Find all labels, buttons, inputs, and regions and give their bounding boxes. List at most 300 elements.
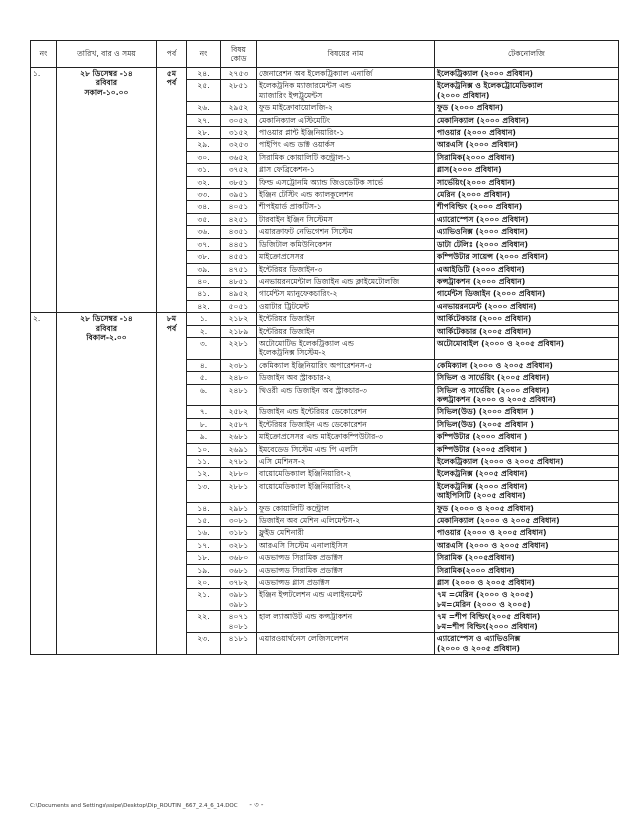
subject-name-text: আরএসি সিস্টেম এনালাইসিস	[259, 540, 348, 550]
subject-name	[257, 251, 435, 263]
routine-sheet	[30, 40, 618, 655]
technology-text: মেকানিক্যাল (২০০০ ও ২০০৫ প্রবিধান)	[437, 516, 560, 526]
row-number-text: ১৬.	[197, 528, 210, 538]
subject-code-text: ২৭৮১	[228, 457, 249, 466]
subject-name-text: মেকানিক্যাল এস্টিমেটিং	[259, 115, 330, 125]
subject-code-text: ৪৩৫১	[228, 227, 249, 237]
subject-code	[221, 372, 257, 384]
technology	[435, 564, 619, 576]
header-subject-name: বিষয়ের নাম	[257, 41, 435, 68]
subject-name	[257, 226, 435, 238]
footer	[30, 799, 263, 811]
datetime-line: সকাল-১০.০০	[84, 87, 129, 97]
row-number-text: ৩০.	[197, 152, 210, 162]
subject-name-text: গ্লাস ফেব্রিকেশন-১	[259, 165, 315, 175]
technology-text: ইলেকট্রিক্যাল (২০০০ প্রবিধান)	[437, 69, 533, 78]
subject-code-text: ৩০৫২	[228, 115, 249, 125]
row-number-text: ৪২.	[197, 301, 210, 311]
row-number	[187, 127, 221, 139]
subject-name	[257, 527, 435, 539]
subject-name	[257, 68, 435, 80]
subject-name-text: ফিল্ড এসট্রোনমি অ্যান্ড জিওডেটিক সার্ভে	[259, 177, 384, 187]
row-number-text: ৪.	[199, 360, 208, 370]
subject-name	[257, 589, 435, 611]
technology	[435, 539, 619, 551]
subject-name-text: থিওরী এন্ড ডিজাইন অব স্ট্রাকচার-৩	[259, 385, 367, 395]
technology	[435, 288, 619, 300]
row-number-text: ৩.	[199, 338, 208, 348]
row-number	[187, 443, 221, 455]
technology	[435, 226, 619, 238]
subject-code-text: ৩৭৫২	[228, 165, 249, 175]
subject-name-text: এয়ারক্রাফট নেভিগেশন সিস্টেম	[259, 227, 353, 237]
subject-name-text: বায়োমেডিক্যাল ইঞ্জিনিয়ারিং-২	[259, 481, 352, 491]
subject-name	[257, 127, 435, 139]
row-number	[187, 139, 221, 151]
subject-name	[257, 418, 435, 430]
row-number-text: ১১.	[197, 457, 210, 466]
subject-name-text: ইলেকট্রনিক্স সিস্টেম-২	[259, 348, 327, 358]
subject-code-text: ৪৪৫১	[228, 239, 249, 249]
subject-code	[221, 502, 257, 514]
subject-name	[257, 577, 435, 589]
subject-code	[221, 359, 257, 371]
subject-code	[221, 288, 257, 300]
subject-name-text: এয়ারওয়ার্থনেস লেজিসলেশন	[259, 634, 349, 644]
subject-code-text: ৩০৮১	[228, 516, 249, 526]
technology-text: গ্লাস (২০০০ ও ২০০৫ প্রবিধান)	[437, 578, 535, 588]
row-number	[187, 300, 221, 312]
row-number-text: ২০.	[197, 578, 210, 588]
subject-code-text: ২২৮১	[228, 338, 249, 348]
subject-code-text: ২১৮৯	[228, 326, 249, 336]
table-row	[31, 68, 619, 80]
subject-name-text: পাইপিং এন্ড ডাক্ট ওয়ার্কস	[259, 140, 335, 150]
row-number	[187, 468, 221, 480]
technology	[435, 275, 619, 287]
technology-text: সিরামিক(২০০০ প্রবিধান)	[437, 152, 515, 162]
technology-text: কন্সট্রাকশন (২০০০ ও ২০০৫ প্রবিধান)	[437, 394, 556, 404]
technology-text: সিরামিক(২০০০ প্রবিধান)	[437, 565, 515, 575]
subject-name-text: ডিজিটাল কমিউনিকেশন	[259, 239, 332, 249]
technology-text: সিভিল(উড) (২০০৫ প্রবিধান )	[437, 419, 534, 429]
subject-name-text: ইমবেডেড সিস্টেম এন্ড পি এলসি	[259, 444, 358, 454]
subject-name-text: পাওয়ার প্লান্ট ইঞ্জিনিয়ারিং-১	[259, 128, 345, 138]
subject-code-text: ৩৯৫১	[228, 190, 249, 200]
technology-text: আইপিসিটি (২০০৫ প্রবিধান)	[437, 491, 526, 501]
subject-code-text: ৩১৮১	[228, 528, 249, 538]
technology	[435, 589, 619, 611]
row-number	[187, 114, 221, 126]
row-number-text: ৭.	[199, 407, 208, 417]
subject-name	[257, 139, 435, 151]
technology-text: এ্যারোস্পেস ও এ্যাভিওনিক্স	[437, 634, 521, 644]
technology	[435, 611, 619, 633]
technology-text: আরএসি (২০০০ ও ২০০৫ প্রবিধান)	[437, 540, 549, 550]
subject-name	[257, 515, 435, 527]
technology-text: কন্সট্রাকশন (২০০০ প্রবিধান)	[437, 276, 526, 286]
subject-name-text: ইন্টেরিয়র ডিজাইন	[259, 326, 315, 336]
subject-code-text: ২৮৮১	[228, 481, 249, 491]
row-number-text: ৬.	[199, 385, 208, 395]
subject-name	[257, 564, 435, 576]
subject-code	[221, 337, 257, 359]
technology	[435, 418, 619, 430]
subject-name	[257, 443, 435, 455]
technology	[435, 80, 619, 102]
row-number-text: ৩২.	[197, 177, 210, 187]
technology-text: এনভায়রনমেন্ট (২০০০ প্রবিধান)	[437, 301, 537, 311]
subject-name-text: ইঞ্জিন টেস্টিং এন্ড ক্যালকুলেশন	[259, 190, 354, 200]
row-number-text: ২১.	[197, 590, 210, 600]
subject-code	[221, 114, 257, 126]
row-number	[187, 102, 221, 114]
row-number-text: ১৫.	[197, 516, 210, 526]
subject-name	[257, 151, 435, 163]
technology-text: কম্পিউটার (২০০০ প্রবিধান )	[437, 432, 528, 442]
subject-name-text: ইন্টেরিয়র ডিজাইন	[259, 314, 315, 324]
subject-code	[221, 151, 257, 163]
technology-text: এ্যারোস্পেস (২০০০ প্রবিধান)	[437, 214, 529, 224]
technology	[435, 480, 619, 502]
subject-code-text: ২৮৮০	[228, 469, 249, 479]
row-number	[187, 515, 221, 527]
subject-code-text: ২৯৮১	[228, 503, 249, 513]
subject-name	[257, 406, 435, 418]
subject-code-text: ৪৮৫১	[228, 276, 249, 286]
subject-code	[221, 127, 257, 139]
technology-text: গ্লাস(২০০০ প্রবিধান)	[437, 165, 502, 175]
row-number-text: ৩৬.	[197, 227, 210, 237]
subject-code-text: ২৬৯১	[228, 444, 249, 454]
technology-text: গার্মেন্টস ডিজাইন (২০০০ প্রবিধান)	[437, 289, 546, 299]
subject-name-text: ডিজাইন অব স্ট্রাকচার-২	[259, 373, 332, 383]
subject-code	[221, 589, 257, 611]
row-number	[187, 406, 221, 418]
row-number	[187, 313, 221, 325]
subject-name	[257, 539, 435, 551]
group-datetime	[57, 68, 157, 313]
row-number	[187, 552, 221, 564]
technology-text: সার্ভেয়িং(২০০০ প্রবিধান)	[437, 177, 516, 187]
technology-text: মেরিন (২০০০ প্রবিধান)	[437, 190, 511, 200]
subject-code	[221, 300, 257, 312]
subject-code-text: ২৪৮১	[228, 385, 249, 395]
parba-line: ৫ম	[166, 69, 177, 78]
subject-code	[221, 552, 257, 564]
group-datetime	[57, 313, 157, 655]
technology-text: ইলেকট্রনিক্স ও ইলেকট্রোমেডিক্যাল	[437, 81, 543, 91]
row-number	[187, 288, 221, 300]
subject-name	[257, 456, 435, 468]
subject-code-text: ৪২৫১	[228, 214, 249, 224]
row-number	[187, 431, 221, 443]
subject-code-text: ২৫৮৭	[228, 419, 249, 429]
group-sl	[31, 313, 57, 655]
subject-name-text: জেনারেশন অব ইলেকট্রিক্যাল এনার্জি	[259, 69, 373, 78]
subject-name-text: ম্যাজারিং ইন্সট্রুমেন্টস	[259, 90, 323, 100]
subject-code-text: ২৬৮১	[228, 432, 249, 442]
technology	[435, 359, 619, 371]
subject-name-text: ইন্টেরিয়র ডিজাইন-৩	[259, 264, 323, 274]
subject-name	[257, 611, 435, 633]
technology-text: ৭ম =মেরিন (২০০০ ও ২০০৫)	[437, 590, 534, 600]
subject-code	[221, 325, 257, 337]
row-number-text: ৮.	[199, 419, 208, 429]
row-number	[187, 359, 221, 371]
row-number	[187, 564, 221, 576]
subject-code-text: ৪০৭১	[228, 612, 249, 622]
technology-text: পাওয়ার (২০০০ প্রবিধান)	[437, 128, 516, 138]
subject-code	[221, 468, 257, 480]
technology-text: সিরামিক (২০০৫প্রবিধান)	[437, 553, 515, 563]
row-number	[187, 337, 221, 359]
technology	[435, 633, 619, 655]
technology	[435, 406, 619, 418]
subject-name-text: বায়োমেডিক্যাল ইঞ্জিনিয়ারিং-২	[259, 469, 352, 479]
datetime-line: ২৮ ডিসেম্বর -১৪	[80, 69, 133, 78]
subject-code-text: ৩৯৮১	[228, 599, 249, 609]
technology-text: মেকানিক্যাল (২০০০ প্রবিধান)	[437, 115, 529, 125]
subject-name	[257, 102, 435, 114]
row-number	[187, 80, 221, 102]
row-number-text: ২২.	[197, 612, 210, 622]
technology	[435, 176, 619, 188]
row-number	[187, 151, 221, 163]
subject-name-text: গার্মেন্টস ম্যানুফেকচারিং-২	[259, 289, 338, 299]
subject-code-text: ২৮৫১	[228, 81, 249, 91]
row-number-text: ১৪.	[197, 503, 210, 513]
row-number	[187, 251, 221, 263]
subject-code	[221, 480, 257, 502]
datetime-line: রবিবার	[95, 323, 118, 333]
subject-code	[221, 275, 257, 287]
header-technology: টেকনোলজি	[435, 41, 619, 68]
header-code: বিষয় কোড	[221, 41, 257, 68]
technology	[435, 151, 619, 163]
technology	[435, 68, 619, 80]
subject-name-text: সিরামিক কোয়ালিটি কন্ট্রোল-১	[259, 152, 351, 162]
subject-code-text: ৫০৫১	[228, 301, 249, 311]
technology	[435, 468, 619, 480]
row-number	[187, 325, 221, 337]
subject-code	[221, 68, 257, 80]
subject-code	[221, 418, 257, 430]
subject-name	[257, 213, 435, 225]
subject-code	[221, 80, 257, 102]
header-parba: পর্ব	[157, 41, 187, 68]
technology-text: কম্পিউটার সায়েন্স (২০০০ প্রবিধান)	[437, 252, 549, 262]
row-number	[187, 213, 221, 225]
row-number-text: ১৩.	[197, 481, 210, 491]
technology-text: এআইডিটি (২০০০ প্রবিধান)	[437, 264, 525, 274]
row-number	[187, 418, 221, 430]
subject-code	[221, 443, 257, 455]
subject-code-text: ২৫৮২	[228, 407, 249, 417]
row-number-text: ৩৮.	[197, 252, 210, 262]
header-sl: নং	[31, 41, 57, 68]
row-number	[187, 611, 221, 633]
subject-code	[221, 263, 257, 275]
subject-name	[257, 114, 435, 126]
group-sl	[31, 68, 57, 313]
row-number-text: ৪০.	[197, 276, 210, 286]
technology-text: সিভিল(উড) (২০০০ প্রবিধান )	[437, 407, 534, 417]
subject-code-text: ৩২৮১	[228, 540, 249, 550]
row-number-text: ৯.	[199, 432, 208, 442]
row-number	[187, 263, 221, 275]
subject-name	[257, 288, 435, 300]
subject-code	[221, 139, 257, 151]
technology-text: ইলেকট্রনিক্স (২০০৫ প্রবিধান)	[437, 469, 528, 479]
technology-text: ইলেকট্রিক্যাল (২০০০ ও ২০০৫ প্রবিধান)	[437, 457, 564, 466]
subject-code	[221, 238, 257, 250]
subject-code-text: ৩৮৫১	[228, 177, 249, 187]
subject-name	[257, 300, 435, 312]
subject-name-text: এসি মেশিনস-২	[259, 457, 306, 466]
technology	[435, 577, 619, 589]
technology-text: ৭ম =শীপ বিল্ডিং(২০০৫ প্রবিধান)	[437, 612, 541, 622]
subject-code	[221, 384, 257, 406]
row-number	[187, 502, 221, 514]
technology	[435, 102, 619, 114]
row-number	[187, 372, 221, 384]
datetime-line: বিকাল-২.০০	[86, 332, 127, 342]
subject-name-text: ফুড কোয়ালিটি কন্ট্রোল	[259, 503, 329, 513]
technology-text: ইলেকট্রনিক্স (২০০০ প্রবিধান)	[437, 481, 528, 491]
technology	[435, 443, 619, 455]
row-number	[187, 201, 221, 213]
technology	[435, 300, 619, 312]
subject-name-text: এডভান্সড সিরামিক প্রডাক্টস	[259, 553, 343, 563]
technology	[435, 164, 619, 176]
subject-code-text: ৪০৮১	[228, 621, 249, 631]
subject-code	[221, 313, 257, 325]
subject-name-text: ফ্লুইড মেশিনারী	[259, 528, 304, 538]
technology	[435, 325, 619, 337]
technology-text: ডাটা টেলিঃ (২০০০ প্রবিধান)	[437, 239, 528, 249]
exam-routine-table	[30, 40, 619, 655]
subject-name-text: ইন্টেরিয়র ডিজাইন এন্ড ডেকোরেশন	[259, 419, 367, 429]
group-parba	[157, 313, 187, 655]
subject-code	[221, 176, 257, 188]
subject-code	[221, 564, 257, 576]
technology-text: কেমিক্যাল (২০০০ ও ২০০৫ প্রবিধান)	[437, 360, 553, 370]
technology-text: ফুড (২০০০ প্রবিধান)	[437, 103, 504, 113]
technology	[435, 139, 619, 151]
row-number-text: ৩৩.	[197, 190, 210, 200]
subject-name	[257, 502, 435, 514]
technology	[435, 502, 619, 514]
technology-text: সিভিল ও সার্ভেয়িং (২০০০ প্রবিধান)	[437, 385, 550, 395]
subject-code-text: ৪৫৫১	[228, 252, 249, 262]
parba-line: পর্ব	[166, 78, 177, 88]
subject-code	[221, 633, 257, 655]
row-number-text: ৩৫.	[197, 214, 210, 224]
row-number-text: ৫.	[199, 373, 208, 383]
subject-name-text: অটোমোটিভ ইলেকট্রিক্যাল এন্ড	[259, 338, 354, 348]
row-number-text: ১.	[199, 314, 208, 324]
subject-code-text: ৩৬৮০	[228, 553, 249, 563]
subject-code	[221, 201, 257, 213]
page-number: - ৩ -	[249, 801, 264, 809]
header-datetime: তারিখ, বার ও সময়	[57, 41, 157, 68]
row-number-text: ২৬.	[197, 103, 210, 113]
technology-text: ৮ম=শীপ বিল্ডিং(২০০০ প্রবিধান)	[437, 621, 538, 631]
subject-code	[221, 251, 257, 263]
technology-text: আর্কিটেকচার (২০০৫ প্রবিধান)	[437, 326, 532, 336]
technology	[435, 372, 619, 384]
row-number	[187, 480, 221, 502]
technology	[435, 263, 619, 275]
subject-name-text: শীপইয়ার্ড প্রাকটিস-১	[259, 202, 322, 212]
subject-name	[257, 359, 435, 371]
subject-name	[257, 176, 435, 188]
subject-name-text: হাল ল্যাআউট এন্ড কন্সট্রাকশন	[259, 612, 353, 622]
subject-name	[257, 325, 435, 337]
row-number-text: ২৫.	[197, 81, 210, 91]
technology-text: এ্যাভিওনিক্স (২০০০ প্রবিধান)	[437, 227, 528, 237]
row-number-text: ২.	[199, 326, 208, 336]
subject-name-text: ওয়াটার ট্রিটমেন্ট	[259, 301, 310, 311]
parba-line: ৮ম	[166, 314, 177, 324]
subject-code-text: ২১৮২	[228, 314, 249, 324]
datetime-line: রবিবার	[95, 78, 118, 88]
subject-code-text: ২৩৮১	[228, 360, 249, 370]
row-number-text: ৩৯.	[197, 264, 210, 274]
subject-name	[257, 480, 435, 502]
subject-name	[257, 263, 435, 275]
subject-name	[257, 80, 435, 102]
subject-code	[221, 515, 257, 527]
group-sl-text: ২.	[33, 314, 41, 324]
subject-name	[257, 431, 435, 443]
technology-text: কম্পিউটার (২০০৫ প্রবিধান )	[437, 444, 528, 454]
subject-name	[257, 275, 435, 287]
row-number	[187, 577, 221, 589]
subject-code	[221, 213, 257, 225]
subject-name	[257, 313, 435, 325]
subject-code-text: ৪১৮১	[228, 634, 249, 644]
subject-code-text: ২৯৫২	[228, 103, 249, 113]
subject-name-text: ইলেকট্রনিক ম্যাজারমেন্টস এন্ড	[259, 81, 352, 91]
row-number	[187, 176, 221, 188]
subject-code	[221, 577, 257, 589]
subject-name-text: ডিজাইন এন্ড ইন্টেরিয়র ডেকোরেশন	[259, 407, 367, 417]
subject-name	[257, 633, 435, 655]
subject-code-text: ৪০৫১	[228, 202, 249, 212]
row-number-text: ১৮.	[197, 553, 210, 563]
subject-code	[221, 164, 257, 176]
technology	[435, 456, 619, 468]
technology	[435, 515, 619, 527]
subject-name	[257, 384, 435, 406]
subject-code	[221, 539, 257, 551]
subject-name-text: এনভায়রনমেন্টাল ডিজাইন এন্ড ক্লাইমেটোলজি	[259, 276, 400, 286]
row-number-text: ৩১.	[197, 165, 210, 175]
header-no: নং	[187, 41, 221, 68]
subject-name	[257, 164, 435, 176]
subject-code-text: ২৪৮০	[228, 373, 249, 383]
subject-code	[221, 527, 257, 539]
subject-code	[221, 406, 257, 418]
row-number-text: ৩৪.	[197, 202, 210, 212]
subject-code	[221, 102, 257, 114]
row-number-text: ১২.	[197, 469, 210, 479]
technology	[435, 127, 619, 139]
subject-code-text: ৩২৫৩	[228, 140, 249, 150]
subject-name	[257, 201, 435, 213]
